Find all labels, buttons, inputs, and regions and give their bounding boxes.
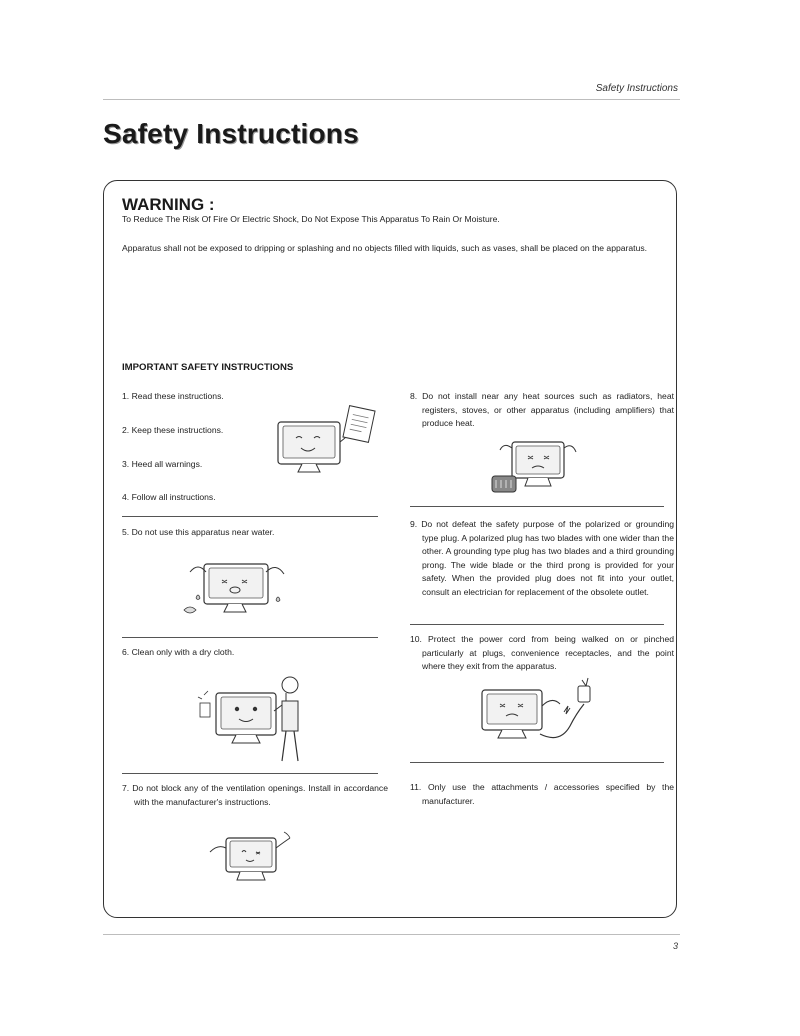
item-number: 5. (122, 527, 130, 537)
item-number: 8. (410, 391, 418, 401)
tv-power-cord-icon (474, 676, 602, 750)
warning-subtitle: To Reduce The Risk Of Fire Or Electric Shock, Do Not Expose This Apparatus To Rain Or Moisture. (122, 214, 500, 224)
item-text: Do not block any of the ventilation openings. Install in accordance with the manufacturer's instructions. (132, 783, 388, 807)
instruction-item-2 (122, 424, 223, 438)
instruction-item-4 (122, 491, 216, 505)
footer-divider (103, 934, 680, 935)
item-text: Clean only with a dry cloth. (131, 647, 235, 657)
item-text: Heed all warnings. (131, 459, 203, 469)
warning-title: WARNING : (122, 195, 215, 214)
divider (122, 773, 378, 774)
divider (122, 637, 378, 638)
warning-text: Apparatus shall not be exposed to dripping or splashing and no objects filled with liquids, such as vases, shall be placed on the apparatus. (122, 243, 648, 253)
instruction-item-3 (122, 458, 202, 472)
item-text: Only use the attachments / accessories specified by the manufacturer. (422, 782, 674, 806)
page-title: Safety Instructions (103, 118, 359, 149)
instruction-item-1 (122, 390, 224, 404)
item-number: 3. (122, 459, 130, 469)
instruction-item-7 (122, 782, 388, 809)
item-number: 9. (410, 519, 418, 529)
instruction-item-11 (410, 781, 674, 808)
divider (410, 506, 664, 507)
item-text: Do not install near any heat sources such as radiators, heat registers, stoves, or other apparatus (including amplifiers) that produce heat. (422, 391, 674, 428)
divider (410, 624, 664, 625)
tv-near-water-icon (180, 552, 290, 622)
item-text: Keep these instructions. (131, 425, 224, 435)
instruction-item-10 (410, 633, 674, 674)
item-number: 6. (122, 647, 130, 657)
item-number: 4. (122, 492, 130, 502)
item-number: 10. (410, 634, 422, 644)
instruction-item-6 (122, 646, 234, 660)
header-section-label: Safety Instructions (595, 83, 678, 94)
item-text: Protect the power cord from being walked on or pinched particularly at plugs, convenience receptacles, and the point where they exit from the apparatus. (422, 634, 675, 671)
tv-heat-source-icon (490, 436, 586, 498)
item-text: Do not use this apparatus near water. (131, 527, 275, 537)
tv-with-manual-icon (268, 404, 380, 476)
item-number: 7. (122, 783, 130, 793)
page-number: 3 (672, 941, 678, 951)
item-text: Do not defeat the safety purpose of the polarized or grounding type plug. A polarized plug has two blades with one wider than the other. A grounding type plug has two blades and a third grounding prong. The wide blade or the third prong is provided for your safety. When the provided plug does not fit into your outlet, consult an electrician for replacement of the obsolete outlet. (421, 519, 674, 597)
item-text: Read these instructions. (131, 391, 224, 401)
item-number: 2. (122, 425, 130, 435)
instruction-item-8 (410, 390, 674, 431)
item-number: 11. (410, 782, 422, 792)
item-number: 1. (122, 391, 130, 401)
instruction-item-5 (122, 526, 274, 540)
tv-ventilation-icon (204, 828, 296, 886)
header-divider (103, 99, 680, 100)
divider (410, 762, 664, 763)
divider (122, 516, 378, 517)
instruction-item-9 (410, 518, 674, 599)
tv-cleaning-icon (196, 675, 308, 767)
item-text: Follow all instructions. (131, 492, 216, 502)
important-title: IMPORTANT SAFETY INSTRUCTIONS (122, 362, 294, 373)
